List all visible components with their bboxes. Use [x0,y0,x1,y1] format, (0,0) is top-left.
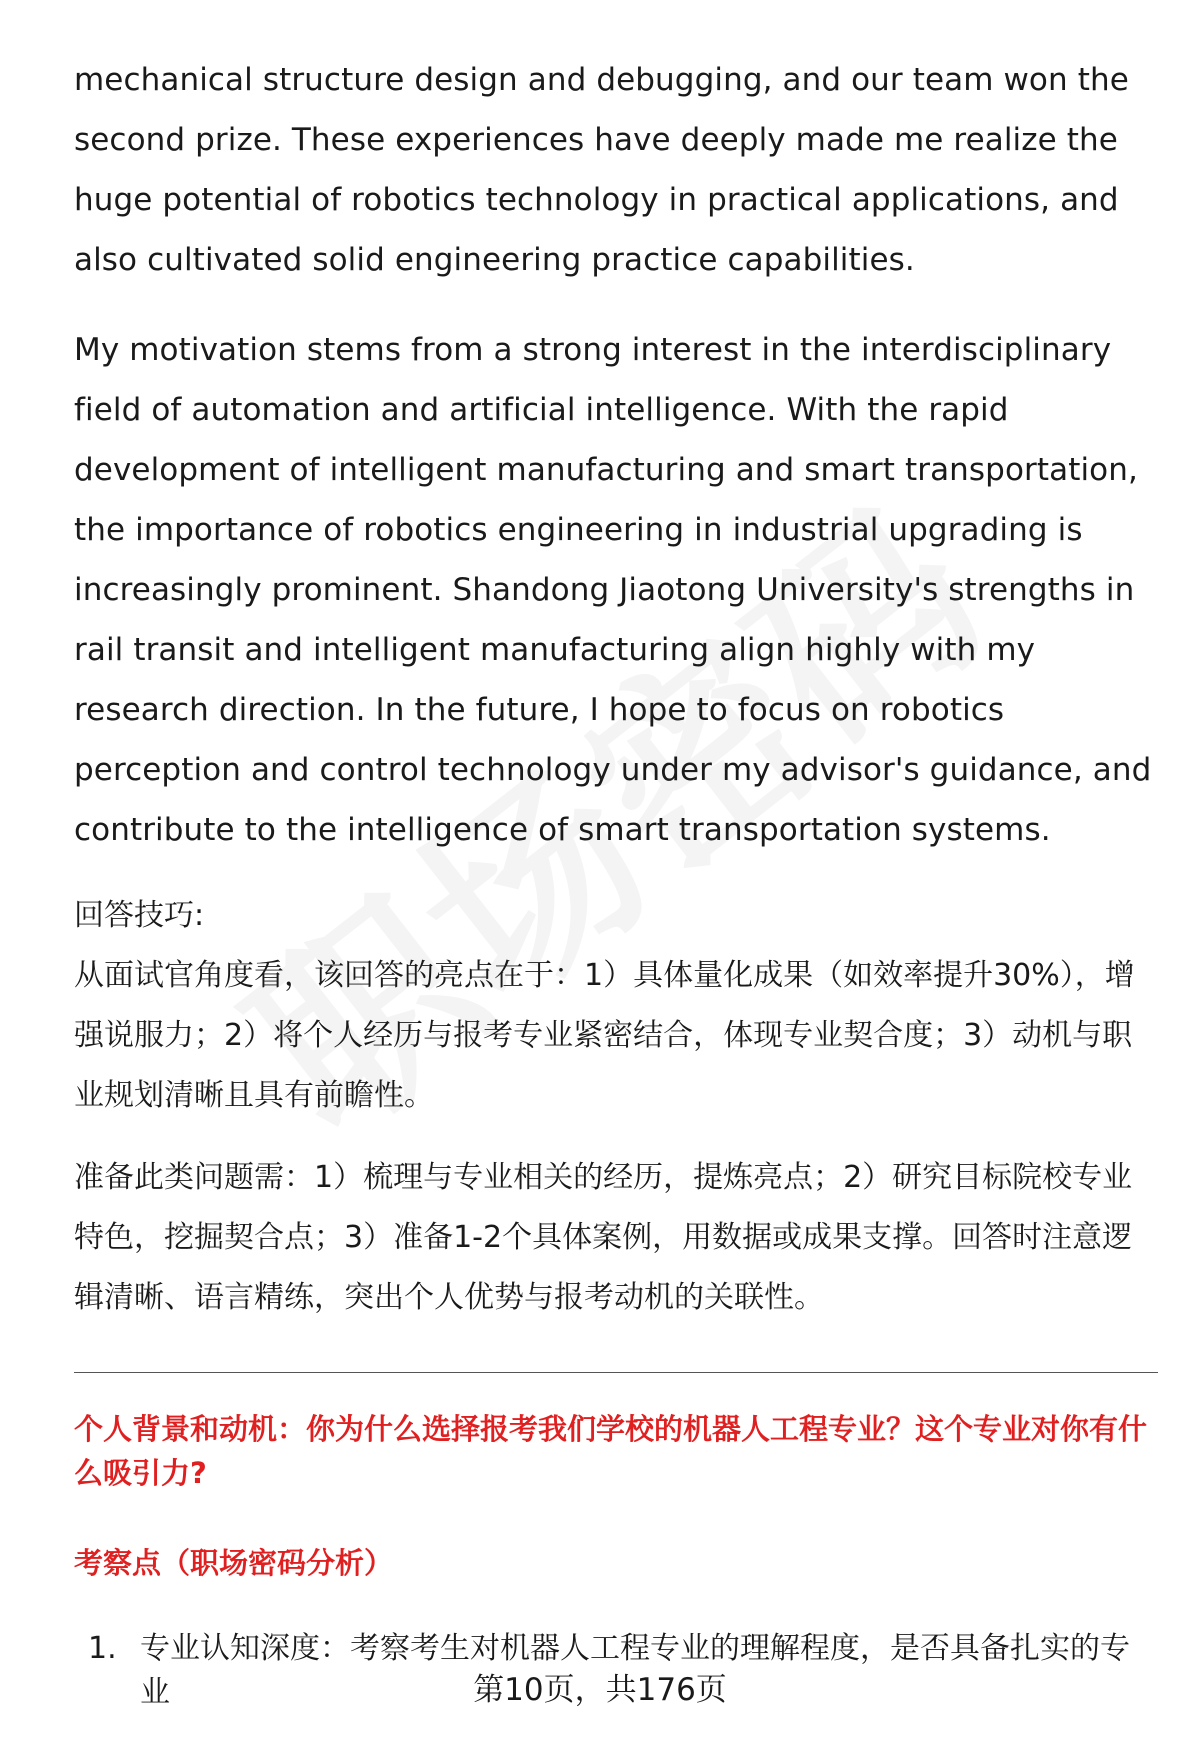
page-footer: 第10页，共176页 [473,1672,727,1708]
tips-title: 回答技巧: [74,898,205,933]
answer-paragraph-1: mechanical structure design and debugging, and our team won the second prize. These experiences have deeply made me realize the huge potential of robotics technology in practical applications, and also cultivated solid engineering practice capabilities. [74,62,1129,278]
list-item-number: 1. [88,1631,117,1666]
tips-paragraph-2: 准备此类问题需：1）梳理与专业相关的经历，提炼亮点；2）研究目标院校专业特色，挖掘契合点；3）准备1-2个具体案例，用数据或成果支撑。回答时注意逻辑清晰、语言精练，突出个人优势与报考动机的关联性。 [74,1160,1133,1315]
document-page [74,50,1158,1715]
section-divider [74,1372,1158,1373]
question-title: 个人背景和动机：你为什么选择报考我们学校的机器人工程专业？这个专业对你有什么吸引力? [74,1412,1148,1490]
list-item-text: 专业认知深度：考察考生对机器人工程专业的理解程度，是否具备扎实的专业 [140,1631,1130,1710]
assessment-subtitle: 考察点（职场密码分析） [74,1546,394,1580]
tips-paragraph-1: 从面试官角度看，该回答的亮点在于：1）具体量化成果（如效率提升30%），增强说服力；2）将个人经历与报考专业紧密结合，体现专业契合度；3）动机与职业规划清晰且具有前瞻性。 [74,958,1135,1113]
answer-paragraph-2: My motivation stems from a strong interest in the interdisciplinary field of automation and artificial intelligence. With the rapid development of intelligent manufacturing and smart transportation, the importance of robotics engineering in industrial upgrading is increasingly prominent. Shandong Jiaotong University's strengths in rail transit and intelligent manufacturing align highly with my research direction. In the future, I hope to focus on robotics perception and control technology under my advisor's guidance, and contribute to the intelligence of smart transportation systems. [74,332,1152,848]
